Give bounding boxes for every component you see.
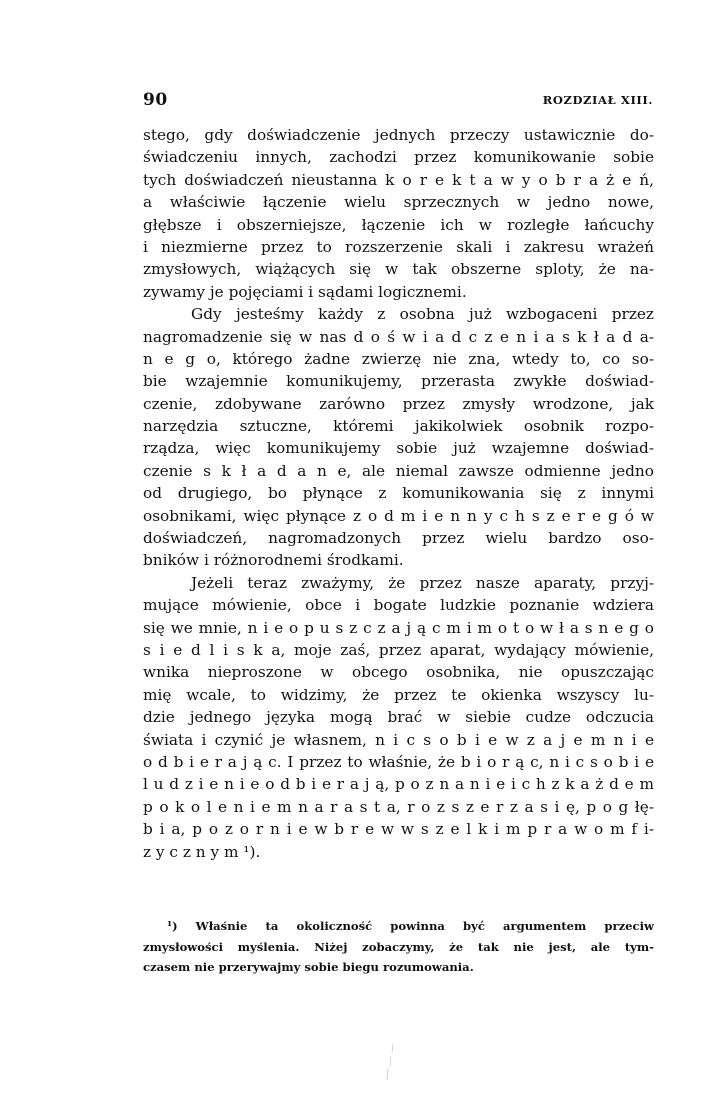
text-line: rządza, więc komunikujemy sobie już wzajemne doświad‑ [143, 439, 654, 458]
text-line: z y c z n y m ¹). [143, 842, 261, 861]
running-head: ROZDZIAŁ XIII. [542, 93, 653, 107]
text-line: się we mnie, n i e o p u s z c z a j ą c m i m o t o w ł a s n e g o [143, 618, 654, 637]
text-line: głębsze i obszerniejsze, łączenie ich w rozległe łańcuchy [143, 215, 654, 234]
text-line: bie wzajemnie komunikujemy, przerasta zwykłe doświad‑ [143, 372, 654, 391]
text-line: n e g o, którego żadne zwierzę nie zna, wtedy to, co so‑ [143, 349, 654, 368]
body-text [143, 124, 654, 863]
footnote [143, 916, 654, 978]
text-line: świadczeniu innych, zachodzi przez komunikowanie sobie [143, 148, 654, 167]
page-number: 90 [143, 90, 168, 110]
text-line: osobnikami, więc płynące z o d m i e n n y c h s z e r e g ó w [143, 506, 654, 525]
text-line: od drugiego, bo płynące z komunikowania się z innymi [143, 484, 654, 503]
footnote-line: zmysłowości myślenia. Niżej zobaczymy, że tak nie jest, ale tym‑ [143, 939, 654, 954]
text-line: świata i czynić je własnem, n i c s o b i e w z a j e m n i e [143, 730, 654, 749]
text-line: mię wcale, to widzimy, że przez te okienka wszyscy lu‑ [143, 685, 654, 704]
text-line: a właściwie łączenie wielu sprzecznych w jedno nowe, [143, 193, 654, 212]
text-line: zywamy je pojęciami i sądami logicznemi. [143, 282, 467, 301]
text-line: mujące mówienie, obce i bogate ludzkie poznanie wdziera [143, 596, 654, 615]
text-line: Jeżeli teraz zważymy, że przez nasze aparaty, przyj‑ [191, 573, 654, 592]
text-line: i niezmierne przez to rozszerzenie skali i zakresu wrażeń [143, 237, 654, 256]
text-line: s i e d l i s k a, moje zaś, przez aparat, wydający mówienie, [143, 640, 654, 659]
text-line: l u d z i e n i e o d b i e r a j ą, p o z n a n i e i c h z k a ż d e m [143, 775, 654, 794]
scan-artifact-marks [384, 1042, 398, 1082]
text-line: doświadczeń, nagromadzonych przez wielu bardzo oso‑ [143, 529, 654, 548]
footnote-line: czasem nie przerywajmy sobie biegu rozumowania. [143, 960, 474, 974]
text-line: narzędzia sztuczne, któremi jakikolwiek osobnik rozpo‑ [143, 417, 654, 436]
text-line: o d b i e r a j ą c. I przez to właśnie, że b i o r ą c, n i c s o b i e [143, 752, 654, 771]
text-line: czenie, zdobywane zarówno przez zmysły wrodzone, jak [143, 394, 654, 413]
text-line: tych doświadczeń nieustanna k o r e k t a w y o b r a ż e ń, [143, 170, 654, 189]
text-line: b i a, p o z o r n i e w b r e w w s z e l k i m p r a w o m f i‑ [143, 820, 654, 839]
text-line: zmysłowych, wiążących się w tak obszerne sploty, że na‑ [143, 260, 654, 279]
text-line: bników i różnorodnemi środkami. [143, 551, 404, 570]
text-line: stego, gdy doświadczenie jednych przeczy ustawicznie do‑ [143, 126, 654, 144]
text-line: p o k o l e n i e m n a r a s t a, r o z s z e r z a s i ę, p o g łę‑ [143, 797, 654, 816]
text-line: czenie s k ł a d a n e, ale niemal zawsze odmienne jedno [143, 461, 654, 480]
footnote-line: ¹) Właśnie ta okoliczność powinna być argumentem przeciw [167, 919, 654, 933]
text-line: dzie jednego języka mogą brać w siebie cudze odczucia [143, 708, 654, 727]
text-line: wnika nieproszone w obcego osobnika, nie opuszczając [143, 663, 654, 682]
text-line: Gdy jesteśmy każdy z osobna już wzbogaceni przez [191, 305, 654, 324]
text-line: nagromadzenie się w nas d o ś w i a d c z e n i a s k ł a d a‑ [143, 327, 654, 346]
